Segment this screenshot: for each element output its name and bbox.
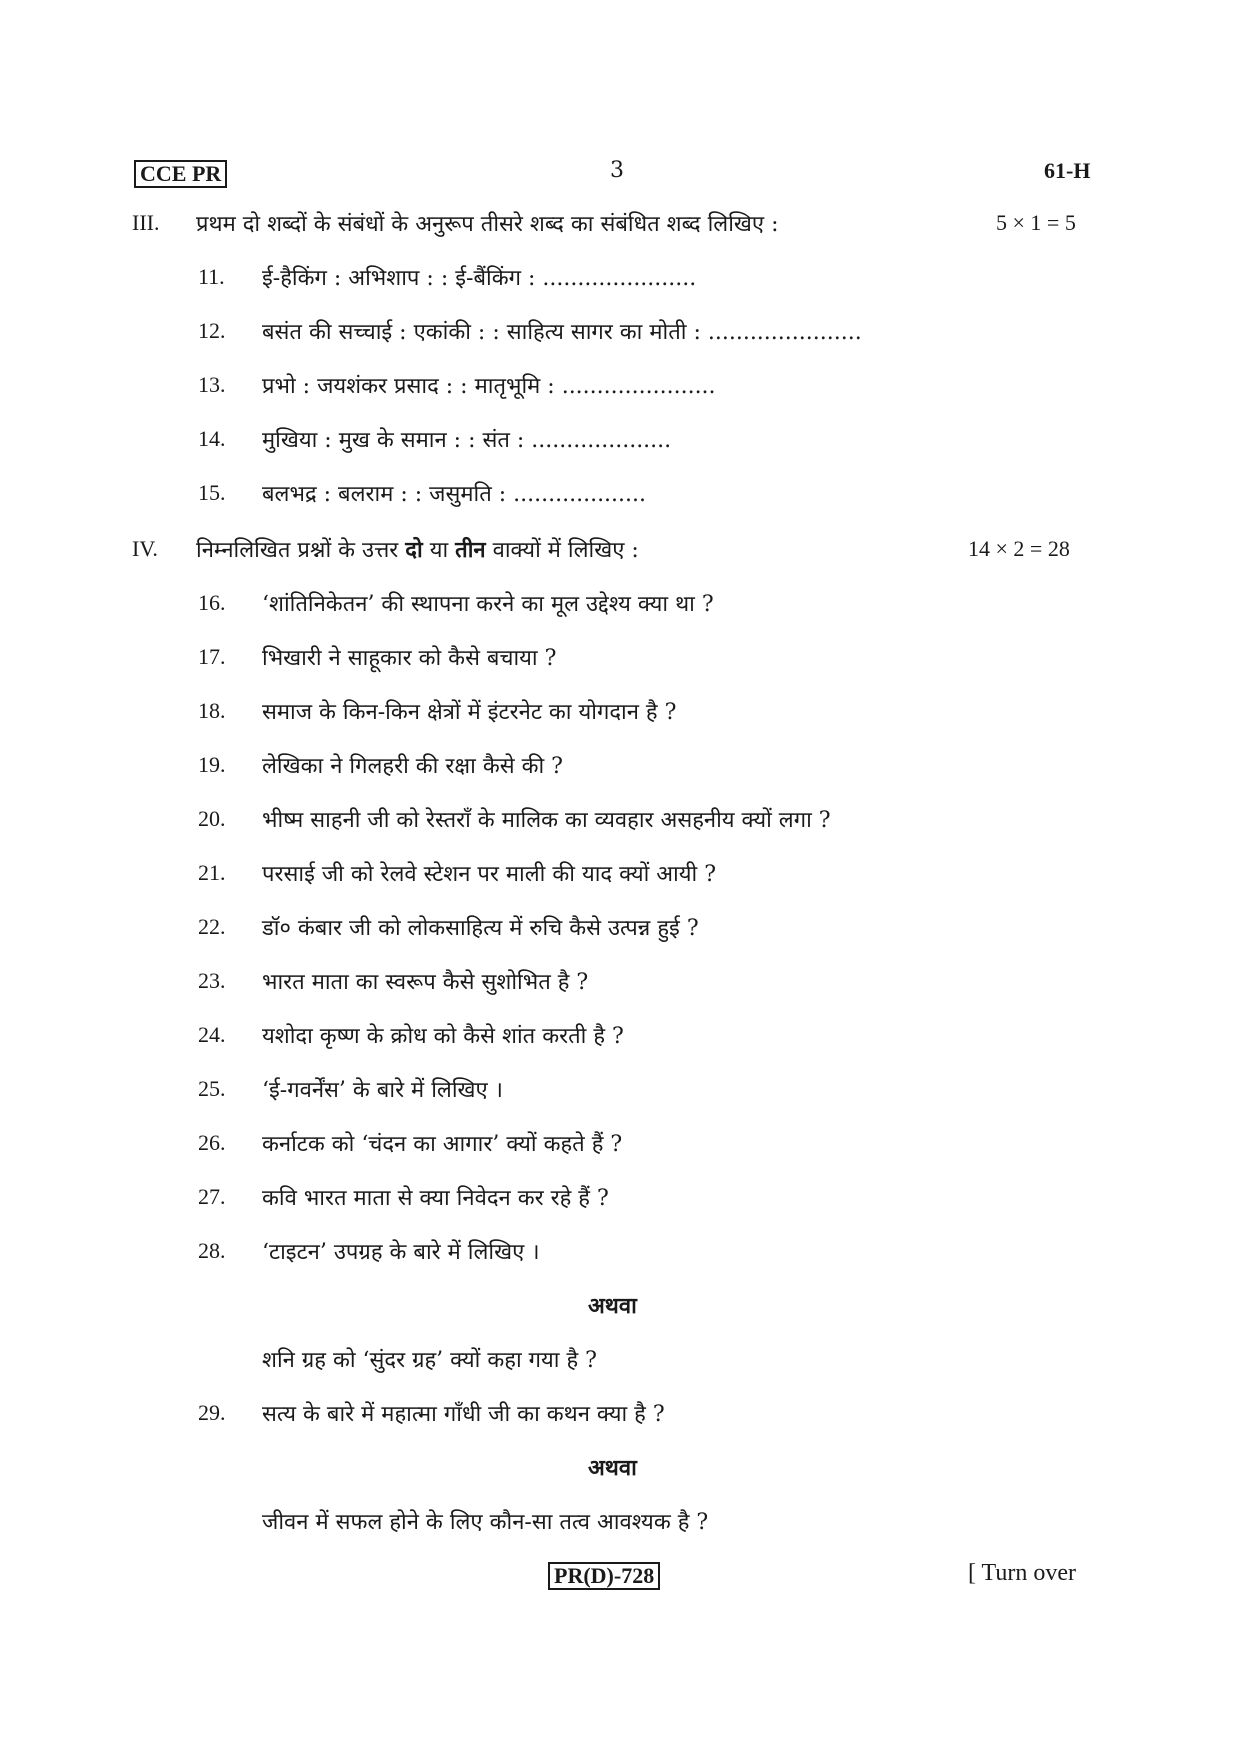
or-separator: अथवा <box>588 1455 637 1481</box>
question-number: 16. <box>198 590 226 615</box>
question-number: 29. <box>198 1400 226 1425</box>
section-4-instruction <box>196 534 639 564</box>
section-3-instruction: प्रथम दो शब्दों के संबंधों के अनुरूप तीसरे शब्द का संबंधित शब्द लिखिए : <box>196 212 779 237</box>
instruction-emphasis: तीन <box>455 537 486 563</box>
question-text: लेखिका ने गिलहरी की रक्षा कैसे की ? <box>262 754 563 779</box>
question-text: ‘ई-गवर्नेंस’ के बारे में लिखिए । <box>262 1078 504 1103</box>
question-number: 20. <box>198 806 226 831</box>
question-text: परसाई जी को रेलवे स्टेशन पर माली की याद क्यों आयी ? <box>262 862 717 887</box>
instruction-part: या <box>429 538 449 563</box>
section-3-marks: 5 × 1 = 5 <box>996 210 1076 235</box>
paper-code-left: CCE PR <box>134 160 227 188</box>
section-4-marks: 14 × 2 = 28 <box>968 536 1070 561</box>
question-text: ई-हैकिंग : अभिशाप : : ई-बैंकिंग : ...................... <box>262 266 697 291</box>
section-3-numeral: III. <box>132 210 160 235</box>
question-text: भारत माता का स्वरूप कैसे सुशोभित है ? <box>262 970 589 995</box>
question-text: सत्य के बारे में महात्मा गाँधी जी का कथन क्या है ? <box>262 1402 665 1427</box>
question-text: कवि भारत माता से क्या निवेदन कर रहे हैं ? <box>262 1186 609 1211</box>
question-text: बलभद्र : बलराम : : जसुमति : ................... <box>262 482 647 507</box>
question-text: प्रभो : जयशंकर प्रसाद : : मातृभूमि : ...................... <box>262 374 716 399</box>
question-text: ‘टाइटन’ उपग्रह के बारे में लिखिए । <box>262 1240 540 1265</box>
paper-code-right: 61-H <box>1044 158 1091 183</box>
question-text: भीष्म साहनी जी को रेस्तराँ के मालिक का व्यवहार असहनीय क्यों लगा ? <box>262 808 831 833</box>
question-number: 15. <box>198 480 226 505</box>
question-number: 23. <box>198 968 226 993</box>
question-number: 13. <box>198 372 226 397</box>
question-number: 22. <box>198 914 226 939</box>
question-number: 18. <box>198 698 226 723</box>
question-number: 28. <box>198 1238 226 1263</box>
question-number: 24. <box>198 1022 226 1047</box>
turn-over-note: [ Turn over <box>968 1560 1077 1586</box>
footer-paper-code: PR(D)-728 <box>548 1562 660 1590</box>
instruction-part: वाक्यों में लिखिए : <box>492 538 639 563</box>
question-number: 14. <box>198 426 226 451</box>
question-number: 19. <box>198 752 226 777</box>
question-text: कर्नाटक को ‘चंदन का आगार’ क्यों कहते हैं ? <box>262 1132 623 1157</box>
instruction-part: निम्नलिखित प्रश्नों के उत्तर <box>196 538 399 563</box>
question-number: 26. <box>198 1130 226 1155</box>
page-number: 3 <box>610 158 624 183</box>
instruction-emphasis: दो <box>405 537 423 563</box>
section-4-numeral: IV. <box>132 536 158 561</box>
question-text: बसंत की सच्चाई : एकांकी : : साहित्य सागर का मोती : ...................... <box>262 320 862 345</box>
or-separator: अथवा <box>588 1293 637 1319</box>
alternative-question-text: जीवन में सफल होने के लिए कौन-सा तत्व आवश्यक है ? <box>262 1510 709 1535</box>
question-number: 12. <box>198 318 226 343</box>
question-number: 27. <box>198 1184 226 1209</box>
question-text: डॉ० कंबार जी को लोकसाहित्य में रुचि कैसे उत्पन्न हुई ? <box>262 916 699 941</box>
question-number: 21. <box>198 860 226 885</box>
question-number: 17. <box>198 644 226 669</box>
alternative-question-text: शनि ग्रह को ‘सुंदर ग्रह’ क्यों कहा गया है ? <box>262 1348 597 1373</box>
question-text: यशोदा कृष्ण के क्रोध को कैसे शांत करती है ? <box>262 1024 624 1049</box>
question-text: मुखिया : मुख के समान : : संत : .................... <box>262 428 672 453</box>
question-text: समाज के किन-किन क्षेत्रों में इंटरनेट का योगदान है ? <box>262 700 677 725</box>
question-text: ‘शांतिनिकेतन’ की स्थापना करने का मूल उद्देश्य क्या था ? <box>262 592 714 617</box>
question-number: 11. <box>198 264 225 289</box>
question-text: भिखारी ने साहूकार को कैसे बचाया ? <box>262 646 557 671</box>
question-number: 25. <box>198 1076 226 1101</box>
